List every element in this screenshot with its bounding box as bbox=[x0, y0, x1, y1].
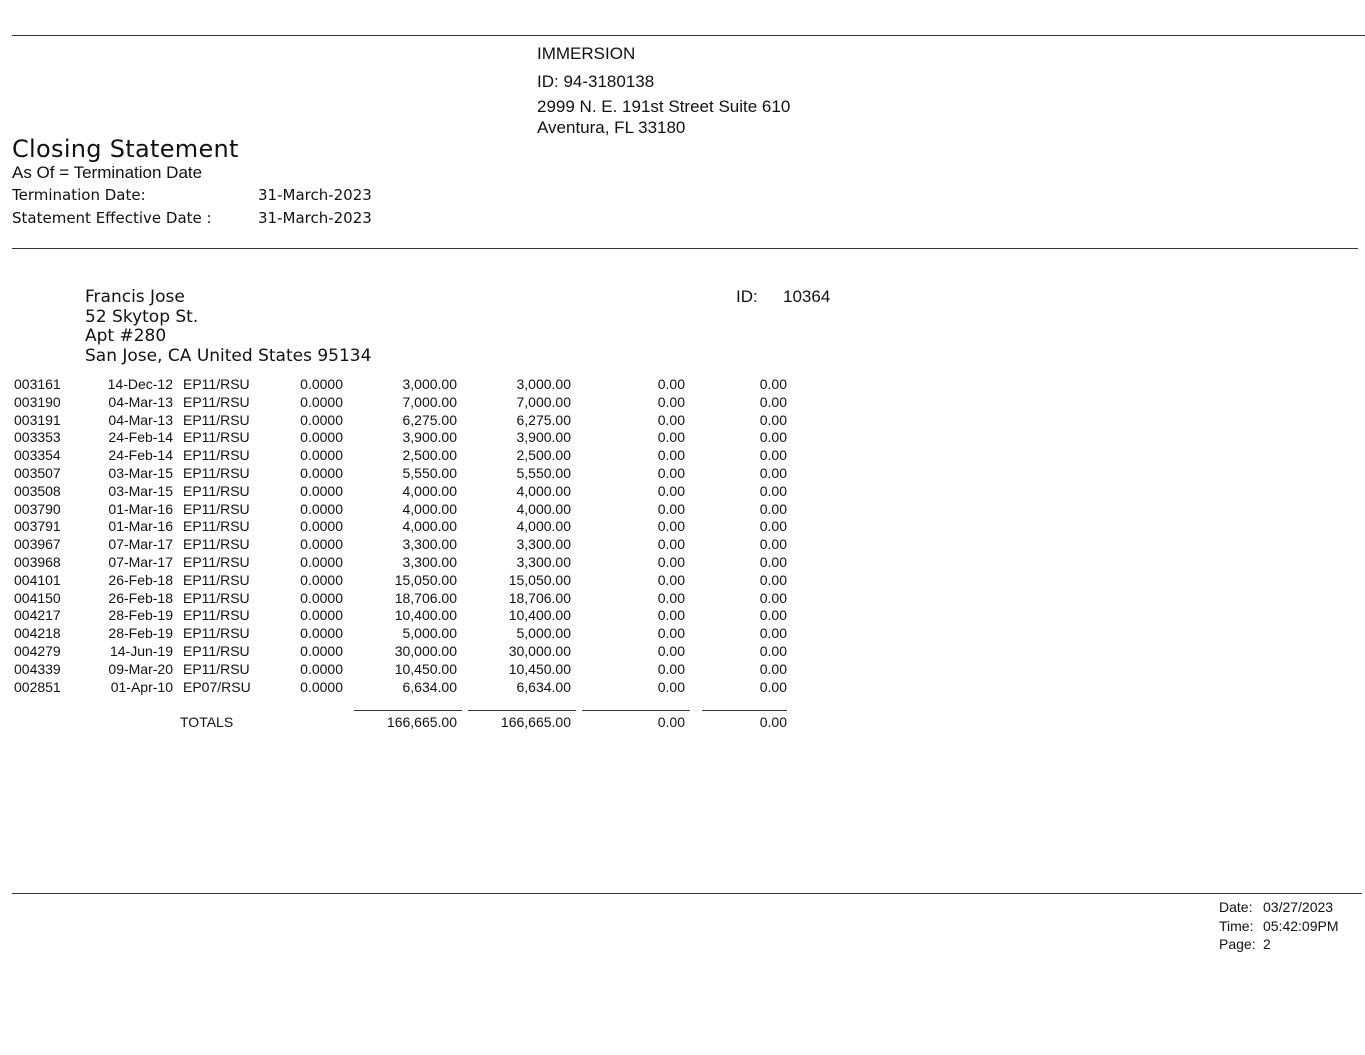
section-rule bbox=[12, 248, 1358, 249]
table-row bbox=[0, 465, 800, 483]
amount-c: 0.00 bbox=[657, 607, 685, 624]
grant-number: 002851 bbox=[14, 678, 61, 695]
table-row bbox=[0, 518, 800, 536]
grant-number: 003191 bbox=[14, 411, 61, 428]
grant-price: 0.0000 bbox=[300, 660, 343, 677]
amount-a: 18,706.00 bbox=[394, 589, 457, 606]
grant-price: 0.0000 bbox=[300, 536, 343, 553]
amount-b: 5,550.00 bbox=[516, 464, 571, 481]
amount-a: 30,000.00 bbox=[394, 642, 457, 659]
amount-d: 0.00 bbox=[759, 447, 787, 464]
employee-id-value: 10364 bbox=[783, 287, 831, 306]
amount-d: 0.00 bbox=[759, 589, 787, 606]
plan-type: EP11/RSU bbox=[183, 536, 250, 553]
amount-a: 15,050.00 bbox=[394, 571, 457, 588]
table-row bbox=[0, 572, 800, 590]
amount-d: 0.00 bbox=[759, 642, 787, 659]
amount-c: 0.00 bbox=[657, 571, 685, 588]
amount-c: 0.00 bbox=[657, 642, 685, 659]
amount-d: 0.00 bbox=[759, 553, 787, 570]
total-underline-b bbox=[468, 710, 576, 711]
amount-a: 6,634.00 bbox=[402, 678, 457, 695]
table-row bbox=[0, 376, 800, 394]
amount-c: 0.00 bbox=[657, 553, 685, 570]
plan-type: EP11/RSU bbox=[183, 625, 250, 642]
grant-number: 004101 bbox=[14, 571, 61, 588]
grant-number: 004150 bbox=[14, 589, 61, 606]
amount-d: 0.00 bbox=[759, 393, 787, 410]
amount-c: 0.00 bbox=[657, 482, 685, 499]
total-underline-a bbox=[354, 710, 462, 711]
grant-date: 03-Mar-15 bbox=[108, 464, 173, 481]
amount-d: 0.00 bbox=[759, 625, 787, 642]
amount-d: 0.00 bbox=[759, 376, 787, 392]
total-underline-c bbox=[582, 710, 690, 711]
footer-date-value: 03/27/2023 bbox=[1263, 899, 1334, 915]
grant-number: 004339 bbox=[14, 660, 61, 677]
grant-number: 004218 bbox=[14, 625, 61, 642]
grant-number: 004279 bbox=[14, 642, 61, 659]
amount-a: 3,000.00 bbox=[402, 376, 457, 392]
table-row bbox=[0, 483, 800, 501]
amount-a: 2,500.00 bbox=[402, 447, 457, 464]
grant-number: 003967 bbox=[14, 536, 61, 553]
header-rule bbox=[12, 35, 1365, 36]
table-row bbox=[0, 607, 800, 625]
amount-a: 10,450.00 bbox=[394, 660, 457, 677]
plan-type: EP11/RSU bbox=[183, 607, 250, 624]
amount-c: 0.00 bbox=[657, 625, 685, 642]
effective-date-label: Statement Effective Date : bbox=[12, 209, 212, 227]
grant-price: 0.0000 bbox=[300, 625, 343, 642]
totals-col-a: 166,665.00 bbox=[386, 714, 457, 730]
amount-c: 0.00 bbox=[657, 393, 685, 410]
grant-date: 26-Feb-18 bbox=[108, 589, 173, 606]
plan-type: EP11/RSU bbox=[183, 571, 250, 588]
amount-c: 0.00 bbox=[657, 376, 685, 392]
plan-type: EP11/RSU bbox=[183, 589, 250, 606]
footer-time-label: Time: bbox=[1219, 918, 1254, 934]
grant-price: 0.0000 bbox=[300, 411, 343, 428]
amount-d: 0.00 bbox=[759, 411, 787, 428]
amount-b: 30,000.00 bbox=[508, 642, 571, 659]
grant-price: 0.0000 bbox=[300, 571, 343, 588]
grant-date: 14-Jun-19 bbox=[109, 642, 173, 659]
termination-date-value: 31-March-2023 bbox=[258, 186, 372, 204]
amount-b: 3,900.00 bbox=[516, 429, 571, 446]
totals-col-c: 0.00 bbox=[657, 714, 685, 730]
table-row bbox=[0, 501, 800, 519]
amount-c: 0.00 bbox=[657, 678, 685, 695]
amount-a: 3,900.00 bbox=[402, 429, 457, 446]
amount-b: 3,300.00 bbox=[516, 536, 571, 553]
amount-a: 4,000.00 bbox=[402, 500, 457, 517]
grant-price: 0.0000 bbox=[300, 482, 343, 499]
footer-date-label: Date: bbox=[1219, 899, 1253, 915]
grant-date: 24-Feb-14 bbox=[108, 429, 173, 446]
table-row bbox=[0, 394, 800, 412]
table-row bbox=[0, 661, 800, 679]
amount-b: 10,450.00 bbox=[508, 660, 571, 677]
grant-date: 04-Mar-13 bbox=[108, 393, 173, 410]
plan-type: EP11/RSU bbox=[183, 429, 250, 446]
employee-address3: San Jose, CA United States 95134 bbox=[85, 346, 372, 366]
amount-a: 4,000.00 bbox=[402, 482, 457, 499]
amount-c: 0.00 bbox=[657, 518, 685, 535]
amount-c: 0.00 bbox=[657, 464, 685, 481]
amount-d: 0.00 bbox=[759, 482, 787, 499]
amount-b: 3,300.00 bbox=[516, 553, 571, 570]
grant-number: 003507 bbox=[14, 464, 61, 481]
table-row bbox=[0, 643, 800, 661]
totals-col-d: 0.00 bbox=[759, 714, 787, 730]
totals-label: TOTALS bbox=[180, 714, 234, 730]
footer-time-value: 05:42:09PM bbox=[1263, 918, 1339, 934]
plan-type: EP11/RSU bbox=[183, 660, 250, 677]
table-row bbox=[0, 679, 800, 697]
grant-price: 0.0000 bbox=[300, 518, 343, 535]
grant-price: 0.0000 bbox=[300, 678, 343, 695]
effective-date-value: 31-March-2023 bbox=[258, 209, 372, 227]
grant-price: 0.0000 bbox=[300, 589, 343, 606]
grant-price: 0.0000 bbox=[300, 607, 343, 624]
grant-date: 01-Apr-10 bbox=[110, 678, 173, 695]
amount-b: 6,634.00 bbox=[516, 678, 571, 695]
amount-b: 4,000.00 bbox=[516, 482, 571, 499]
company-address-line1: 2999 N. E. 191st Street Suite 610 bbox=[537, 97, 791, 116]
plan-type: EP11/RSU bbox=[183, 482, 250, 499]
amount-d: 0.00 bbox=[759, 500, 787, 517]
grant-number: 003508 bbox=[14, 482, 61, 499]
footer-rule bbox=[12, 893, 1362, 894]
plan-type: EP11/RSU bbox=[183, 464, 250, 481]
statement-as-of: As Of = Termination Date bbox=[12, 163, 203, 182]
grant-price: 0.0000 bbox=[300, 553, 343, 570]
grant-number: 003791 bbox=[14, 518, 61, 535]
employee-address2: Apt #280 bbox=[85, 326, 167, 346]
table-row bbox=[0, 625, 800, 643]
amount-b: 18,706.00 bbox=[508, 589, 571, 606]
plan-type: EP11/RSU bbox=[183, 376, 250, 392]
company-name: IMMERSION bbox=[537, 44, 636, 63]
amount-c: 0.00 bbox=[657, 500, 685, 517]
plan-type: EP11/RSU bbox=[183, 642, 250, 659]
grant-date: 28-Feb-19 bbox=[108, 625, 173, 642]
plan-type: EP11/RSU bbox=[183, 447, 250, 464]
grant-number: 003790 bbox=[14, 500, 61, 517]
table-row bbox=[0, 590, 800, 608]
grant-date: 01-Mar-16 bbox=[108, 518, 173, 535]
amount-b: 6,275.00 bbox=[516, 411, 571, 428]
amount-b: 3,000.00 bbox=[516, 376, 571, 392]
amount-d: 0.00 bbox=[759, 429, 787, 446]
amount-a: 5,000.00 bbox=[402, 625, 457, 642]
amount-c: 0.00 bbox=[657, 536, 685, 553]
amount-b: 2,500.00 bbox=[516, 447, 571, 464]
amount-a: 10,400.00 bbox=[394, 607, 457, 624]
amount-a: 5,550.00 bbox=[402, 464, 457, 481]
grant-date: 04-Mar-13 bbox=[108, 411, 173, 428]
grant-price: 0.0000 bbox=[300, 429, 343, 446]
grant-number: 003161 bbox=[14, 376, 61, 392]
employee-id-label: ID: bbox=[736, 287, 758, 306]
employee-name: Francis Jose bbox=[85, 287, 185, 307]
table-row bbox=[0, 412, 800, 430]
plan-type: EP07/RSU bbox=[183, 678, 251, 695]
grant-date: 07-Mar-17 bbox=[108, 553, 173, 570]
table-row bbox=[0, 536, 800, 554]
amount-d: 0.00 bbox=[759, 678, 787, 695]
grant-date: 26-Feb-18 bbox=[108, 571, 173, 588]
amount-c: 0.00 bbox=[657, 429, 685, 446]
amount-d: 0.00 bbox=[759, 536, 787, 553]
grant-date: 09-Mar-20 bbox=[108, 660, 173, 677]
amount-a: 7,000.00 bbox=[402, 393, 457, 410]
grant-price: 0.0000 bbox=[300, 393, 343, 410]
grant-number: 003968 bbox=[14, 553, 61, 570]
grant-date: 07-Mar-17 bbox=[108, 536, 173, 553]
employee-address1: 52 Skytop St. bbox=[85, 307, 199, 327]
grant-date: 24-Feb-14 bbox=[108, 447, 173, 464]
amount-b: 5,000.00 bbox=[516, 625, 571, 642]
plan-type: EP11/RSU bbox=[183, 553, 250, 570]
total-underline-d bbox=[702, 710, 787, 711]
company-address-line2: Aventura, FL 33180 bbox=[537, 118, 686, 137]
plan-type: EP11/RSU bbox=[183, 518, 250, 535]
grant-number: 003353 bbox=[14, 429, 61, 446]
amount-a: 4,000.00 bbox=[402, 518, 457, 535]
grant-date: 28-Feb-19 bbox=[108, 607, 173, 624]
footer-page-label: Page: bbox=[1219, 936, 1256, 952]
grant-number: 003354 bbox=[14, 447, 61, 464]
plan-type: EP11/RSU bbox=[183, 411, 250, 428]
amount-d: 0.00 bbox=[759, 660, 787, 677]
table-row bbox=[0, 429, 800, 447]
amount-d: 0.00 bbox=[759, 571, 787, 588]
amount-c: 0.00 bbox=[657, 589, 685, 606]
amount-d: 0.00 bbox=[759, 464, 787, 481]
footer-page-value: 2 bbox=[1263, 936, 1271, 952]
statement-title: Closing Statement bbox=[12, 135, 239, 163]
grant-date: 03-Mar-15 bbox=[108, 482, 173, 499]
grant-price: 0.0000 bbox=[300, 464, 343, 481]
company-id: ID: 94-3180138 bbox=[537, 72, 655, 91]
grant-number: 003190 bbox=[14, 393, 61, 410]
grant-date: 14-Dec-12 bbox=[107, 376, 173, 392]
amount-a: 6,275.00 bbox=[402, 411, 457, 428]
amount-b: 15,050.00 bbox=[508, 571, 571, 588]
grant-price: 0.0000 bbox=[300, 447, 343, 464]
grant-price: 0.0000 bbox=[300, 500, 343, 517]
termination-date-label: Termination Date: bbox=[12, 186, 146, 204]
amount-b: 7,000.00 bbox=[516, 393, 571, 410]
grant-price: 0.0000 bbox=[300, 642, 343, 659]
grant-price: 0.0000 bbox=[300, 376, 343, 392]
amount-c: 0.00 bbox=[657, 447, 685, 464]
amount-c: 0.00 bbox=[657, 660, 685, 677]
amount-a: 3,300.00 bbox=[402, 536, 457, 553]
amount-d: 0.00 bbox=[759, 518, 787, 535]
plan-type: EP11/RSU bbox=[183, 500, 250, 517]
plan-type: EP11/RSU bbox=[183, 393, 250, 410]
amount-b: 10,400.00 bbox=[508, 607, 571, 624]
grants-table bbox=[0, 376, 800, 696]
table-row bbox=[0, 554, 800, 572]
amount-b: 4,000.00 bbox=[516, 518, 571, 535]
amount-b: 4,000.00 bbox=[516, 500, 571, 517]
grant-date: 01-Mar-16 bbox=[108, 500, 173, 517]
amount-d: 0.00 bbox=[759, 607, 787, 624]
amount-a: 3,300.00 bbox=[402, 553, 457, 570]
totals-col-b: 166,665.00 bbox=[500, 714, 571, 730]
amount-c: 0.00 bbox=[657, 411, 685, 428]
grant-number: 004217 bbox=[14, 607, 61, 624]
table-row bbox=[0, 447, 800, 465]
